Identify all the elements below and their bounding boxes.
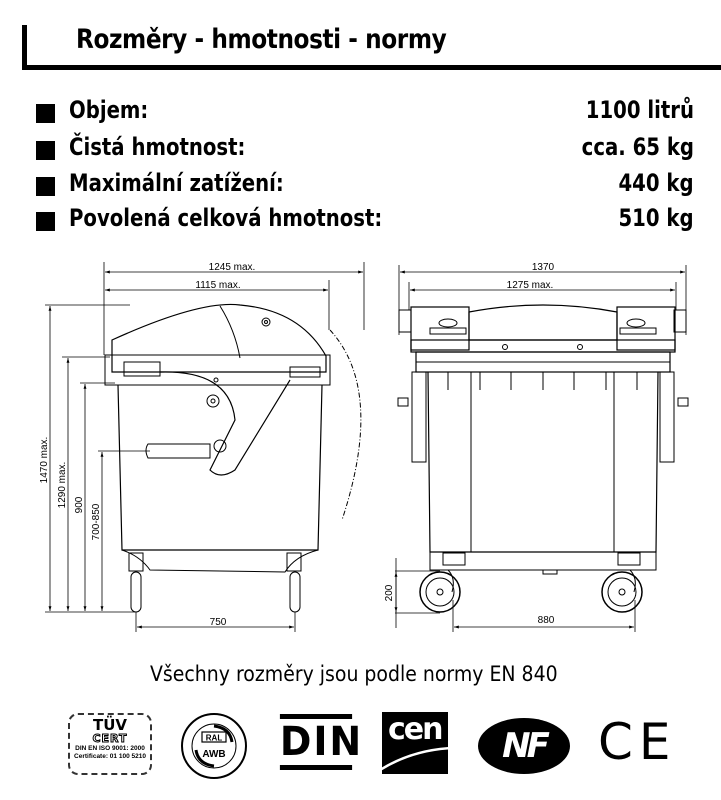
- dim-wheel-height: 200: [384, 584, 395, 602]
- ce-mark-logo: CE: [598, 713, 677, 771]
- nf-logo: NF: [478, 718, 570, 774]
- svg-text:AWB: AWB: [202, 749, 226, 760]
- dim-lid-height: 1290 max.: [57, 461, 68, 509]
- tuv-logo-standard: DIN EN ISO 9001: 2000: [75, 745, 145, 752]
- dim-front-body-width: 1275 max.: [506, 280, 554, 291]
- dim-wheel-track: 880: [537, 615, 555, 626]
- dim-wheel-base: 750: [209, 617, 227, 628]
- tuv-logo-title: TÜV: [92, 716, 128, 734]
- tuv-logo-cert: CERT: [92, 732, 128, 745]
- spec-row-net-weight: [36, 133, 694, 163]
- spec-value: cca. 65 kg: [581, 133, 694, 161]
- dim-side-overall-width: 1245 max.: [208, 262, 256, 273]
- dim-side-body-width: 1115 max.: [195, 280, 241, 291]
- spec-value: 440 kg: [618, 169, 694, 197]
- spec-value: 1100 litrů: [585, 96, 694, 124]
- square-bullet-icon: [36, 177, 55, 196]
- dim-rim-height: 900: [74, 496, 85, 514]
- standard-note: Všechny rozměry jsou podle normy EN 840: [150, 662, 558, 686]
- spec-row-gross-weight: [36, 204, 694, 234]
- cen-logo-text: cen: [388, 712, 442, 747]
- dim-front-overall-width: 1370: [531, 262, 555, 273]
- square-bullet-icon: [36, 212, 55, 231]
- din-logo: DIN: [280, 714, 352, 770]
- spec-label: Povolená celková hmotnost:: [69, 204, 383, 232]
- technical-drawing: [0, 250, 721, 650]
- tuv-cert-logo: [68, 713, 152, 775]
- spec-label: Maximální zatížení:: [69, 169, 284, 197]
- side-view: [45, 262, 364, 632]
- square-bullet-icon: [36, 104, 55, 123]
- spec-value: 510 kg: [618, 204, 694, 232]
- spec-row-volume: [36, 96, 694, 126]
- spec-row-max-load: [36, 169, 694, 199]
- dim-total-height: 1470 max.: [39, 436, 50, 484]
- cen-swoosh-icon: [382, 712, 448, 774]
- dim-handle-height: 700-850: [91, 503, 102, 541]
- spec-label: Čistá hmotnost:: [69, 133, 246, 161]
- page-title: Rozměry - hmotnosti - normy: [76, 24, 447, 55]
- tuv-logo-certificate: Certificate: 01 100 5210: [74, 753, 146, 760]
- ral-awb-seal-logo: [180, 712, 248, 780]
- square-bullet-icon: [36, 141, 55, 160]
- front-view: [395, 265, 688, 632]
- cen-logo: [382, 712, 448, 774]
- svg-text:RAL: RAL: [205, 733, 223, 743]
- spec-label: Objem:: [69, 96, 149, 124]
